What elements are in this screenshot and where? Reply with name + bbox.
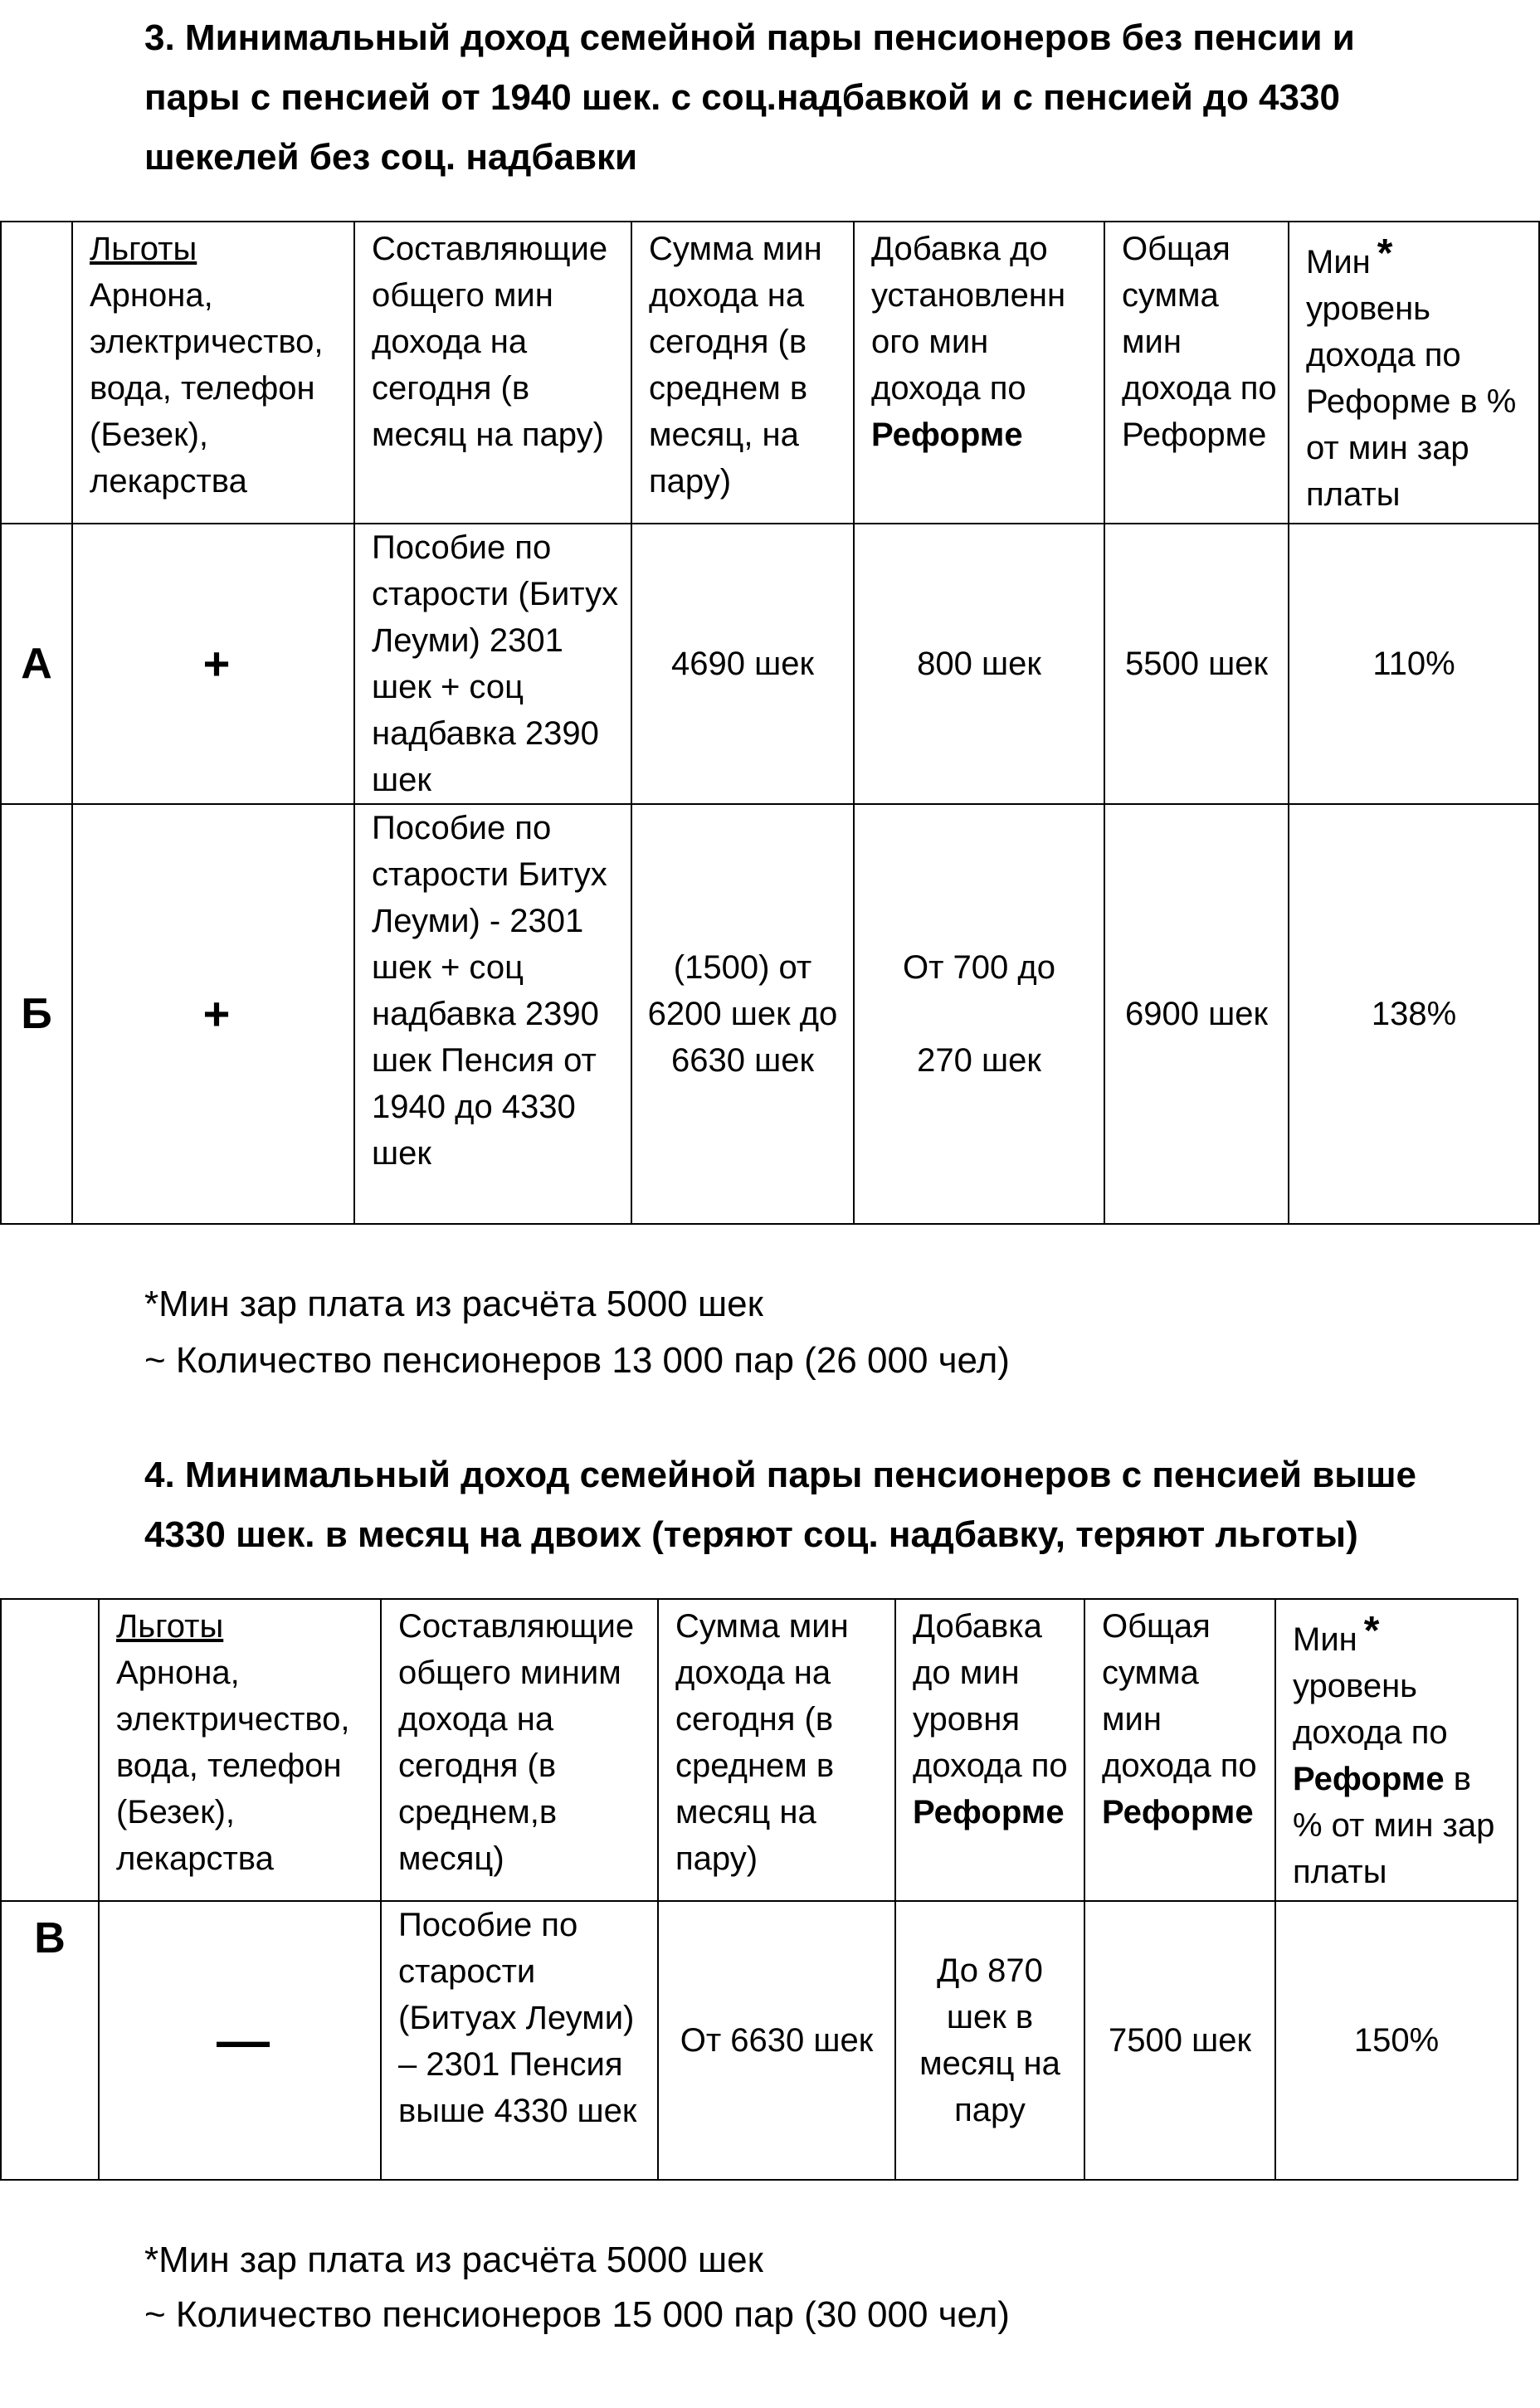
level-percent-cell: 150% [1275, 1901, 1518, 2180]
components-cell: Пособие по старости (Битух Леуми) 2301 шек + соц надбавка 2390 шек [354, 524, 631, 804]
total-cell: 6900 шек [1104, 804, 1289, 1224]
addition-cell [854, 804, 1104, 1224]
header-addition [895, 1599, 1084, 1901]
header-benefits [99, 1599, 381, 1901]
header-benefits [72, 222, 354, 524]
footnote-min-wage: *Мин зар плата из расчёта 5000 шек [144, 1284, 763, 1324]
level-header-text: уровень дохода по [1293, 1668, 1448, 1751]
asterisk-mark: * [1363, 1609, 1380, 1653]
table-header-row [1, 222, 1539, 524]
benefits-list: Арнона, электричество, вода, телефон (Безек), лекарства [90, 277, 324, 500]
addition-cell: До 870 шек в месяц на пару [895, 1901, 1084, 2180]
table-row [1, 524, 1539, 804]
header-components: Составляющие общего миним дохода на сегодня (в среднем,в месяц) [381, 1599, 658, 1901]
addition-header-text: Добавка до мин уровня дохода по [913, 1608, 1068, 1784]
header-components: Составляющие общего мин дохода на сегодня (в месяц на пару) [354, 222, 631, 524]
total-cell: 5500 шек [1104, 524, 1289, 804]
level-percent-cell: 110% [1289, 524, 1539, 804]
addition-header-text: Добавка до установленн ого мин дохода по [871, 231, 1066, 407]
benefits-excluded-mark: — [99, 1901, 381, 2180]
current-sum-cell: 4690 шек [631, 524, 854, 804]
level-header-text: уровень дохода по Реформе в % от мин зар платы [1306, 290, 1517, 513]
level-first-word: Мин [1306, 244, 1371, 280]
current-sum-cell: От 6630 шек [658, 1901, 895, 2180]
header-addition [854, 222, 1104, 524]
benefits-list: Арнона, электричество, вода, телефон (Безек), лекарства [116, 1655, 350, 1877]
components-cell: Пособие по старости Битух Леуми) - 2301 шек + соц надбавка 2390 шек Пенсия от 1940 до 4330 шек [354, 804, 631, 1224]
level-percent-cell: 138% [1289, 804, 1539, 1224]
addition-to: 270 шек [917, 1042, 1041, 1079]
row-label: А [1, 524, 72, 804]
addition-from: От 700 до [903, 949, 1055, 986]
addition-cell [854, 524, 1104, 804]
corner-cell [1, 222, 72, 524]
header-total [1084, 1599, 1275, 1901]
table-row [1, 1901, 1518, 2180]
total-cell: 7500 шек [1084, 1901, 1275, 2180]
footnote-min-wage: *Мин зар плата из расчёта 5000 шек [144, 2240, 763, 2280]
benefits-included-mark: + [72, 524, 354, 804]
components-cell: Пособие по старости (Битуах Леуми) – 2301 Пенсия выше 4330 шек [381, 1901, 658, 2180]
income-table-section-4 [0, 1598, 1518, 2181]
asterisk-mark: * [1377, 232, 1393, 275]
total-header-text: Общая сумма мин дохода по [1102, 1608, 1257, 1784]
footnote-pensioner-count: ~ Количество пенсионеров 15 000 пар (30 000 чел) [144, 2294, 1010, 2335]
header-current-sum: Сумма мин дохода на сегодня (в среднем в месяц на пару) [658, 1599, 895, 1901]
header-level-percent [1289, 222, 1539, 524]
reform-label: Реформе [1293, 1761, 1445, 1797]
income-table-section-3 [0, 221, 1540, 1225]
corner-cell [1, 1599, 99, 1901]
header-total: Общая сумма мин дохода по Реформе [1104, 222, 1289, 524]
section-3-title: 3. Минимальный доход семейной пары пенсионеров без пенсии и пары с пенсией от 1940 шек. с соц.надбавкой и с пенсией до 4330 шекелей без соц. надбавки [144, 17, 1355, 178]
addition-value: 800 шек [917, 646, 1041, 682]
level-first-word: Мин [1293, 1621, 1357, 1658]
reform-label: Реформе [1102, 1794, 1254, 1830]
benefits-title: Льготы [116, 1608, 224, 1645]
header-level-percent [1275, 1599, 1518, 1901]
table-row [1, 804, 1539, 1224]
row-label: В [1, 1901, 99, 2180]
header-current-sum: Сумма мин дохода на сегодня (в среднем в месяц, на пару) [631, 222, 854, 524]
level-header-suffix: в % от мин зар платы [1293, 1761, 1495, 1890]
current-sum-cell: (1500) от 6200 шек до 6630 шек [631, 804, 854, 1224]
section-4-title: 4. Минимальный доход семейной пары пенсионеров с пенсией выше 4330 шек. в месяц на двоих (теряют соц. надбавку, теряют льготы) [144, 1455, 1416, 1555]
benefits-included-mark: + [72, 804, 354, 1224]
table-header-row [1, 1599, 1518, 1901]
reform-label: Реформе [913, 1794, 1065, 1830]
reform-label: Реформе [871, 417, 1023, 453]
benefits-title: Льготы [90, 231, 197, 267]
footnote-pensioner-count: ~ Количество пенсионеров 13 000 пар (26 000 чел) [144, 1340, 1010, 1381]
row-label: Б [1, 804, 72, 1224]
